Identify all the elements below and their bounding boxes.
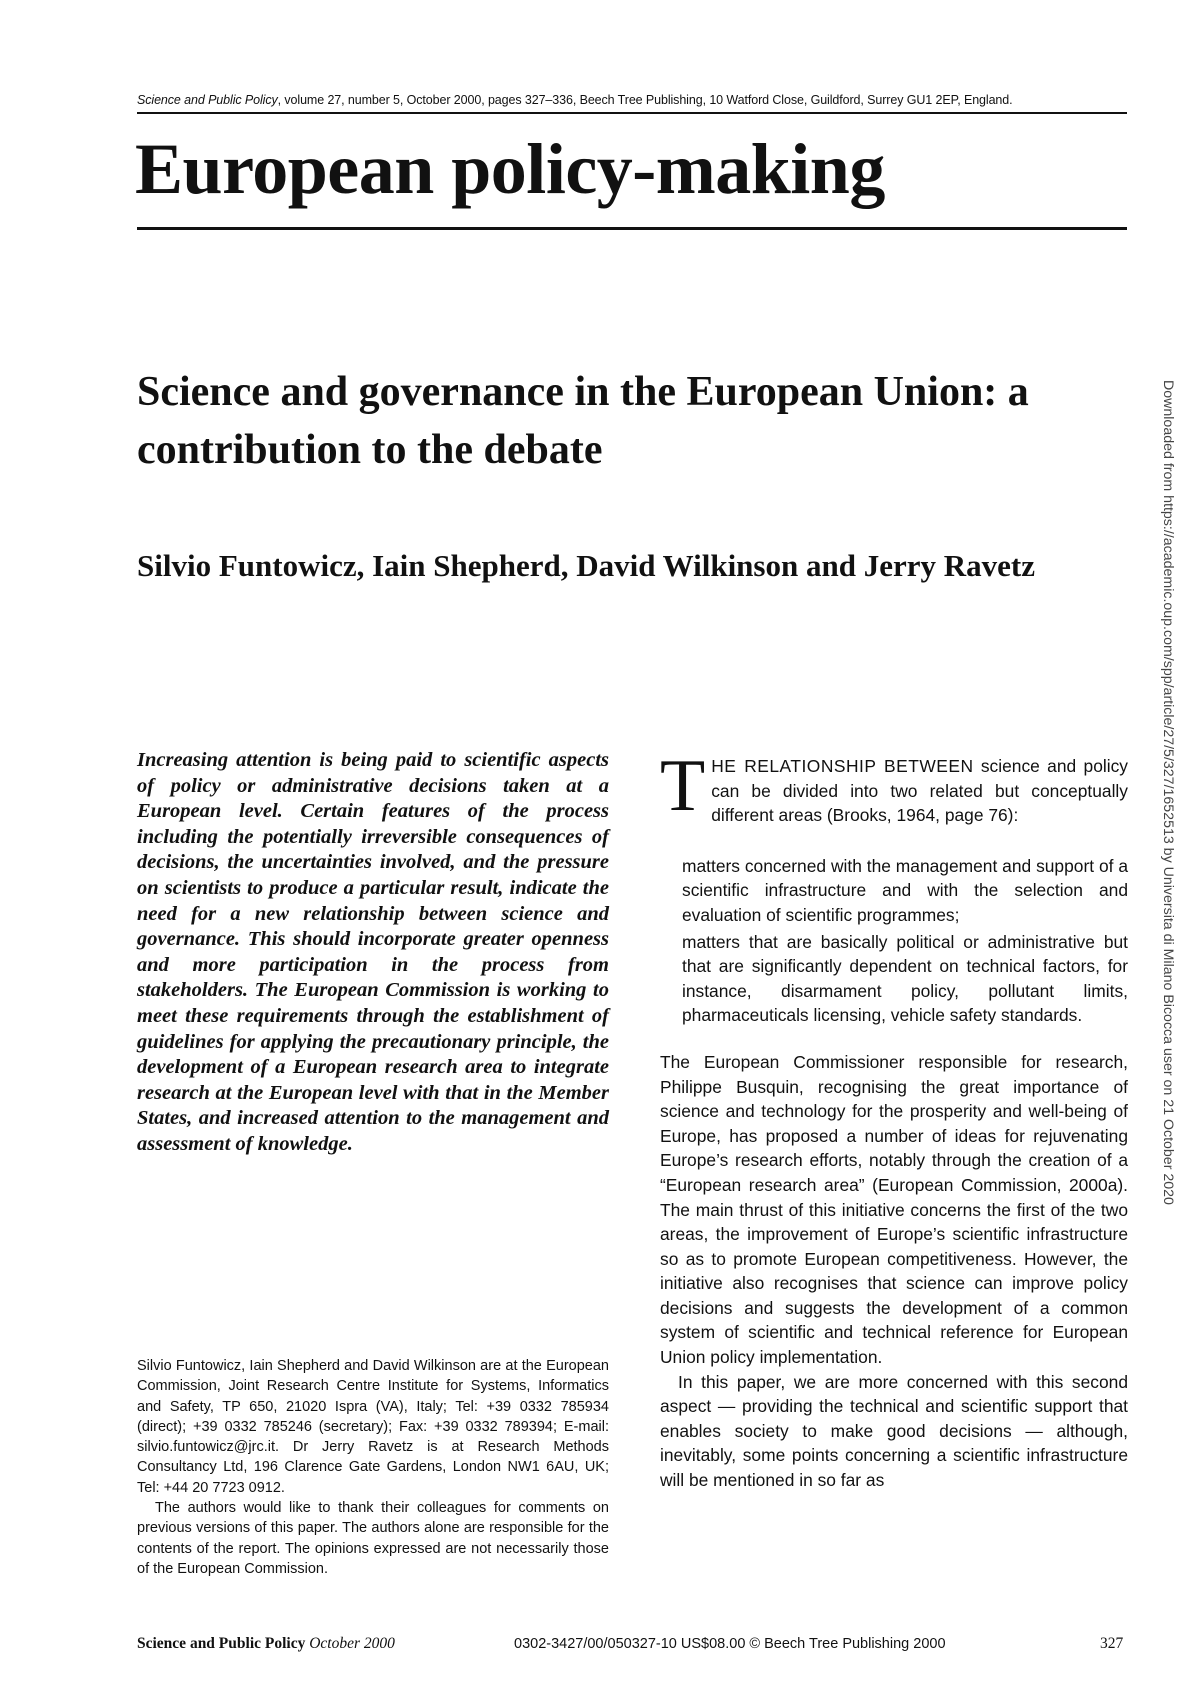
drop-cap: T (660, 745, 706, 827)
opening-small-caps: HE RELATIONSHIP BETWEEN (711, 756, 974, 776)
top-rule (137, 112, 1127, 114)
acknowledgement-text: The authors would like to thank their colleagues for comments on previous versions of this paper. The authors alone are responsible for the contents of the report. The opinions expressed are not necessarily those of the European Commission. (137, 1500, 609, 1577)
article-title: Science and governance in the European Union: a contribution to the debate (137, 369, 1029, 473)
running-head-journal: Science and Public Policy (137, 93, 278, 107)
body-column (660, 745, 1128, 1493)
author-affiliation-note (137, 1356, 609, 1579)
affiliation-text: Silvio Funtowicz, Iain Shepherd and David Wilkinson are at the European Commission, Joint Research Centre Institute for Systems, Informatics and Safety, TP 650, 21020 Ispra (VA), Italy; Tel: +39 0332 785934 (direct); +39 0332 785246 (secretary); Fax: +39 0332 789394; E-mail: silvio.funtowicz@jrc.it. Dr Jerry Ravetz is at Research Methods Consultancy Ltd, 196 Clarence Gate Gardens, London NW1 6AU, UK; Tel: +44 20 7723 0912. (137, 1358, 609, 1496)
body-paragraph: In this paper, we are more concerned with this second aspect — providing the technical and scientific support that enables society to make good decisions — although, inevitably, some points concerning a scientific infrastructure will be mentioned in so far as (660, 1371, 1128, 1491)
footer-date: October 2000 (309, 1635, 395, 1652)
footer-journal (137, 1635, 395, 1653)
opening-paragraph (660, 745, 1128, 828)
footer-journal-name: Science and Public Policy (137, 1635, 306, 1652)
list-item: matters concerned with the management and support of a scientific infrastructure and with the selection and evaluation of scientific programmes; (682, 855, 1128, 925)
authors: Silvio Funtowicz, Iain Shepherd, David Wilkinson and Jerry Ravetz (137, 548, 1035, 583)
page-number: 327 (1100, 1635, 1124, 1652)
list-item: matters that are basically political or administrative but that are significantly dependent on technical factors, for instance, disarmament policy, pollutant limits, pharmaceuticals licensing, vehicle safety standards. (682, 931, 1128, 1026)
section-rule (137, 227, 1127, 230)
abstract: Increasing attention is being paid to scientific aspects of policy or administrative decisions taken at a European level. Certain features of the process including the potentially irreversible consequences of decisions, the uncertainties involved, and the pressure on scientists to produce a particular result, indicate the need for a new relationship between science and governance. This should incorporate greater openness and more participation in the process from stakeholders. The European Commission is working to meet these requirements through the establishment of guidelines for applying the precautionary principle, the development of a European research area to integrate research at the European level with that in the Member States, and increased attention to the management and assessment of knowledge. (137, 749, 609, 1155)
running-head-details: , volume 27, number 5, October 2000, pages 327–336, Beech Tree Publishing, 10 Watford Close, Guildford, Surrey GU1 2EP, England. (277, 93, 1013, 107)
body-paragraph: The European Commissioner responsible for research, Philippe Busquin, recognising the great importance of science and technology for the prosperity and well-being of Europe, has proposed a number of ideas for rejuvenating Europe’s research efforts, notably through the creation of a “European research area” (European Commission, 2000a). The main thrust of this initiative concerns the first of the two areas, the improvement of Europe’s scientific infrastructure so as to promote European competitiveness. However, the initiative also recognises that science can improve policy decisions and suggests the development of a common system of scientific and technical reference for European Union policy implementation. (660, 1051, 1128, 1368)
areas-list (660, 854, 1128, 1028)
opening-text: science and policy can be divided into two related but conceptually different areas (Brooks, 1964, page 76): (711, 756, 1128, 826)
download-watermark: Downloaded from https://academic.oup.com/spp/article/27/5/327/1652513 by Universita di Milano Bicocca user on 21 October 2020 (1160, 380, 1176, 1205)
section-title: European policy-making (135, 129, 885, 209)
footer-copyright-code: 0302-3427/00/050327-10 US$08.00 © Beech Tree Publishing 2000 (514, 1636, 946, 1652)
running-head (137, 93, 1127, 107)
